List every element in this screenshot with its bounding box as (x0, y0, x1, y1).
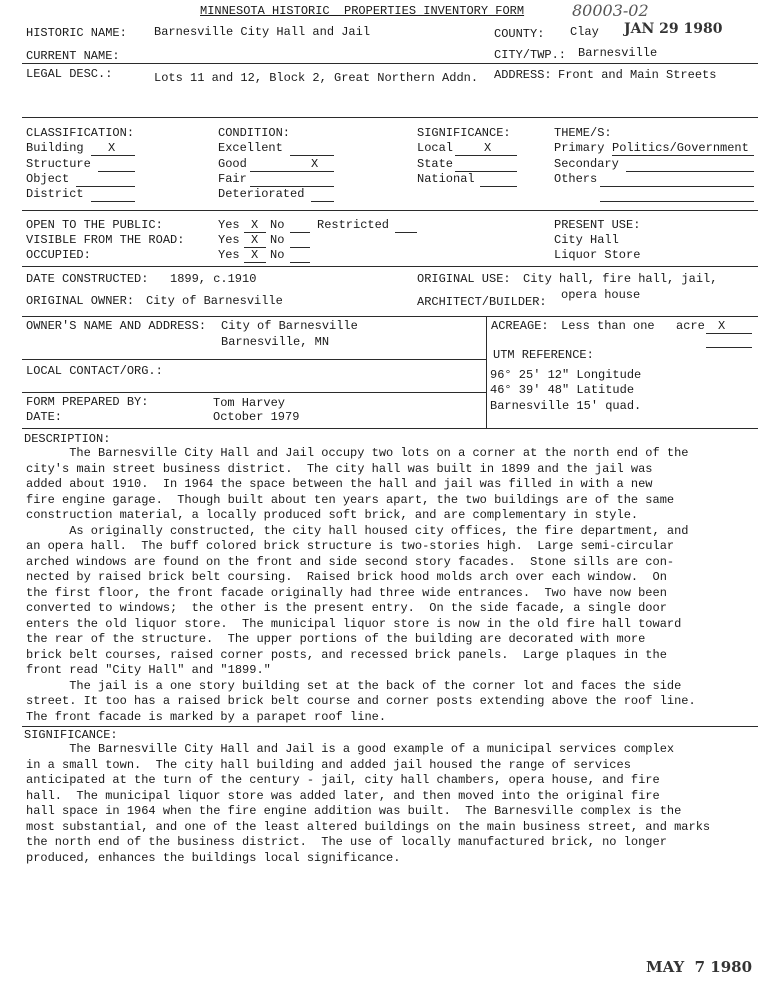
date-constructed-label: DATE CONSTRUCTED: (26, 272, 149, 286)
description-line: converted to windows; the other is the present entry. On the side facade, a single door (26, 601, 667, 615)
county-value: Clay (570, 25, 599, 39)
description-line: added about 1910. In 1964 the space between the hall and jail was filled in with a new (26, 477, 653, 491)
present-use-1: City Hall (554, 233, 619, 247)
condition-excellent: Excellent (218, 141, 283, 155)
description-line: The jail is a one story building set at the back of the corner lot and faces the side (26, 678, 682, 693)
description-line: fire engine garage. Though built about ten years apart, the two buildings are of the same (26, 492, 675, 507)
utm-longitude: 96° 25' 12" Longitude (490, 368, 642, 382)
significance-line: in a small town. The city hall building and added jail housed the range of services (26, 757, 631, 772)
original-owner-label: ORIGINAL OWNER: (26, 294, 135, 308)
owner-address-label: OWNER'S NAME AND ADDRESS: (26, 319, 207, 333)
description-line: nected by raised brick belt coursing. Raised brick hood molds arch over each window. On (26, 570, 667, 584)
received-stamp-footer: MAY 7 1980 (646, 958, 753, 976)
rule-6 (22, 428, 758, 429)
description-line: arched windows are found on the front and side second story facades. Stone sills are con- (26, 554, 675, 569)
description-line: The front facade is marked by a parapet roof line. (26, 709, 387, 724)
description-label: DESCRIPTION: (24, 432, 111, 446)
date-constructed-value: 1899, c.1910 (170, 272, 257, 286)
original-use-label: ORIGINAL USE: (417, 272, 511, 286)
significance-line: anticipated at the turn of the century - jail, city hall chambers, opera house, and fire (26, 773, 660, 787)
acreage-label: ACREAGE: (491, 319, 549, 333)
description-line: front read "City Hall" and "1899." (26, 663, 271, 677)
rule-3 (22, 210, 758, 211)
open-public-yes: Yes (218, 218, 240, 232)
acreage-acre: acre (676, 319, 705, 333)
rule-7 (22, 726, 758, 727)
legal-desc-label: LEGAL DESC.: (26, 67, 113, 81)
theme-primary-value: Politics/Government (612, 141, 749, 155)
form-title: MINNESOTA HISTORIC PROPERTIES INVENTORY FORM (200, 4, 525, 18)
rule-5 (22, 316, 758, 317)
significance-line: the north end of the business district. The use of locally manufactured brick, no longer (26, 835, 667, 849)
description-line: As originally constructed, the city hall housed city offices, the fire department, and (26, 523, 689, 538)
description-line: the first floor, the front facade originally had three wide entrances. Two have now been (26, 585, 667, 600)
open-public-mark: X (251, 218, 259, 232)
open-public-no: No (270, 218, 285, 232)
condition-good-mark: X (311, 157, 319, 171)
theme-secondary-label: Secondary (554, 157, 619, 171)
classification-label: CLASSIFICATION: (26, 126, 135, 140)
condition-good: Good (218, 157, 247, 171)
description-line: the rear of the structure. The upper portions of the building are decorated with more (26, 632, 646, 646)
local-contact-label: LOCAL CONTACT/ORG.: (26, 364, 163, 378)
significance-national: National (417, 172, 475, 186)
significance-line: produced, enhances the buildings local significance. (26, 850, 401, 865)
significance-level-label: SIGNIFICANCE: (417, 126, 511, 140)
occupied-no: No (270, 248, 285, 262)
owner-address-line2: Barnesville, MN (221, 335, 330, 349)
block-divider (486, 316, 487, 428)
legal-desc-value: Lots 11 and 12, Block 2, Great Northern Addn. (154, 71, 479, 85)
acreage-less-than: Less than one (561, 319, 655, 333)
significance-local: Local (417, 141, 454, 155)
visible-road-no: No (270, 233, 285, 247)
description-line: an opera hall. The buff colored brick structure is two-stories high. Large semi-circular (26, 539, 675, 553)
prepared-by-label: FORM PREPARED BY: (26, 395, 149, 409)
current-name-label: CURRENT NAME: (26, 49, 120, 63)
original-use-line1: City hall, fire hall, jail, (523, 272, 718, 286)
condition-deteriorated: Deteriorated (218, 187, 305, 201)
description-line: The Barnesville City Hall and Jail occupy two lots on a corner at the north end of the (26, 446, 689, 460)
description-line: enters the old liquor store. The municipal liquor store is now in the old fire hall toward (26, 616, 682, 631)
county-label: COUNTY: (494, 27, 545, 41)
description-line: city's main street business district. The city hall was built in 1899 and the jail was (26, 461, 653, 476)
classification-building: Building (26, 141, 84, 155)
visible-road-mark: X (251, 233, 259, 247)
address-label: ADDRESS: (494, 68, 552, 82)
address-value: Front and Main Streets (558, 68, 717, 82)
utm-latitude: 46° 39' 48" Latitude (490, 383, 635, 397)
condition-label: CONDITION: (218, 126, 291, 140)
prepared-date-label: DATE: (26, 410, 63, 424)
significance-label: SIGNIFICANCE: (24, 728, 118, 742)
significance-line: The Barnesville City Hall and Jail is a good example of a municipal services complex (26, 742, 675, 756)
stamp-number: 80003-02 (572, 1, 649, 20)
classification-object: Object (26, 172, 70, 186)
historic-name-value: Barnesville City Hall and Jail (154, 25, 371, 39)
significance-state: State (417, 157, 454, 171)
description-line: construction material, a locally produced soft brick, and are complementary in style. (26, 508, 639, 522)
rule-1 (22, 63, 758, 64)
utm-label: UTM REFERENCE: (493, 348, 594, 362)
condition-fair: Fair (218, 172, 247, 186)
classification-district: District (26, 187, 84, 201)
significance-local-mark: X (484, 141, 492, 155)
significance-line: most substantial, and one of the least altered buildings on the main business street, and marks (26, 819, 711, 834)
historic-name-label: HISTORIC NAME: (26, 26, 127, 40)
description-line: street. It too has a raised brick belt course and corner posts extending above the roof line. (26, 694, 696, 708)
occupied-mark: X (251, 248, 259, 262)
present-use-label: PRESENT USE: (554, 218, 641, 232)
architect-label: ARCHITECT/BUILDER: (417, 295, 547, 309)
significance-line: hall space in 1964 when the fire engine addition was built. The Barnesville complex is the (26, 804, 682, 818)
classification-structure: Structure (26, 157, 91, 171)
rule-2 (22, 117, 758, 118)
occupied-label: OCCUPIED: (26, 248, 91, 262)
description-line: brick belt courses, raised corner posts, and recessed brick panels. Large plaques in the (26, 647, 667, 662)
theme-primary-label: Primary (554, 141, 605, 155)
themes-label: THEME/S: (554, 126, 612, 140)
classification-building-mark: X (108, 141, 116, 155)
city-value: Barnesville (578, 46, 658, 60)
theme-others-label: Others (554, 172, 598, 186)
visible-road-yes: Yes (218, 233, 240, 247)
rule-4 (22, 266, 758, 267)
prepared-date-value: October 1979 (213, 410, 300, 424)
present-use-2: Liquor Store (554, 248, 641, 262)
owner-address-line1: City of Barnesville (221, 319, 358, 333)
significance-line: hall. The municipal liquor store was added later, and then moved into the original fire (26, 788, 660, 803)
utm-quad: Barnesville 15' quad. (490, 399, 642, 413)
open-public-label: OPEN TO THE PUBLIC: (26, 218, 163, 232)
received-date-stamp: JAN 29 1980 (624, 21, 723, 37)
original-use-line2: opera house (561, 288, 641, 302)
prepared-by-value: Tom Harvey (213, 396, 286, 410)
city-label: CITY/TWP.: (494, 48, 567, 62)
acreage-mark: X (718, 319, 726, 333)
original-owner-value: City of Barnesville (146, 294, 283, 308)
visible-road-label: VISIBLE FROM THE ROAD: (26, 233, 185, 247)
open-public-restricted: Restricted (317, 218, 390, 232)
occupied-yes: Yes (218, 248, 240, 262)
